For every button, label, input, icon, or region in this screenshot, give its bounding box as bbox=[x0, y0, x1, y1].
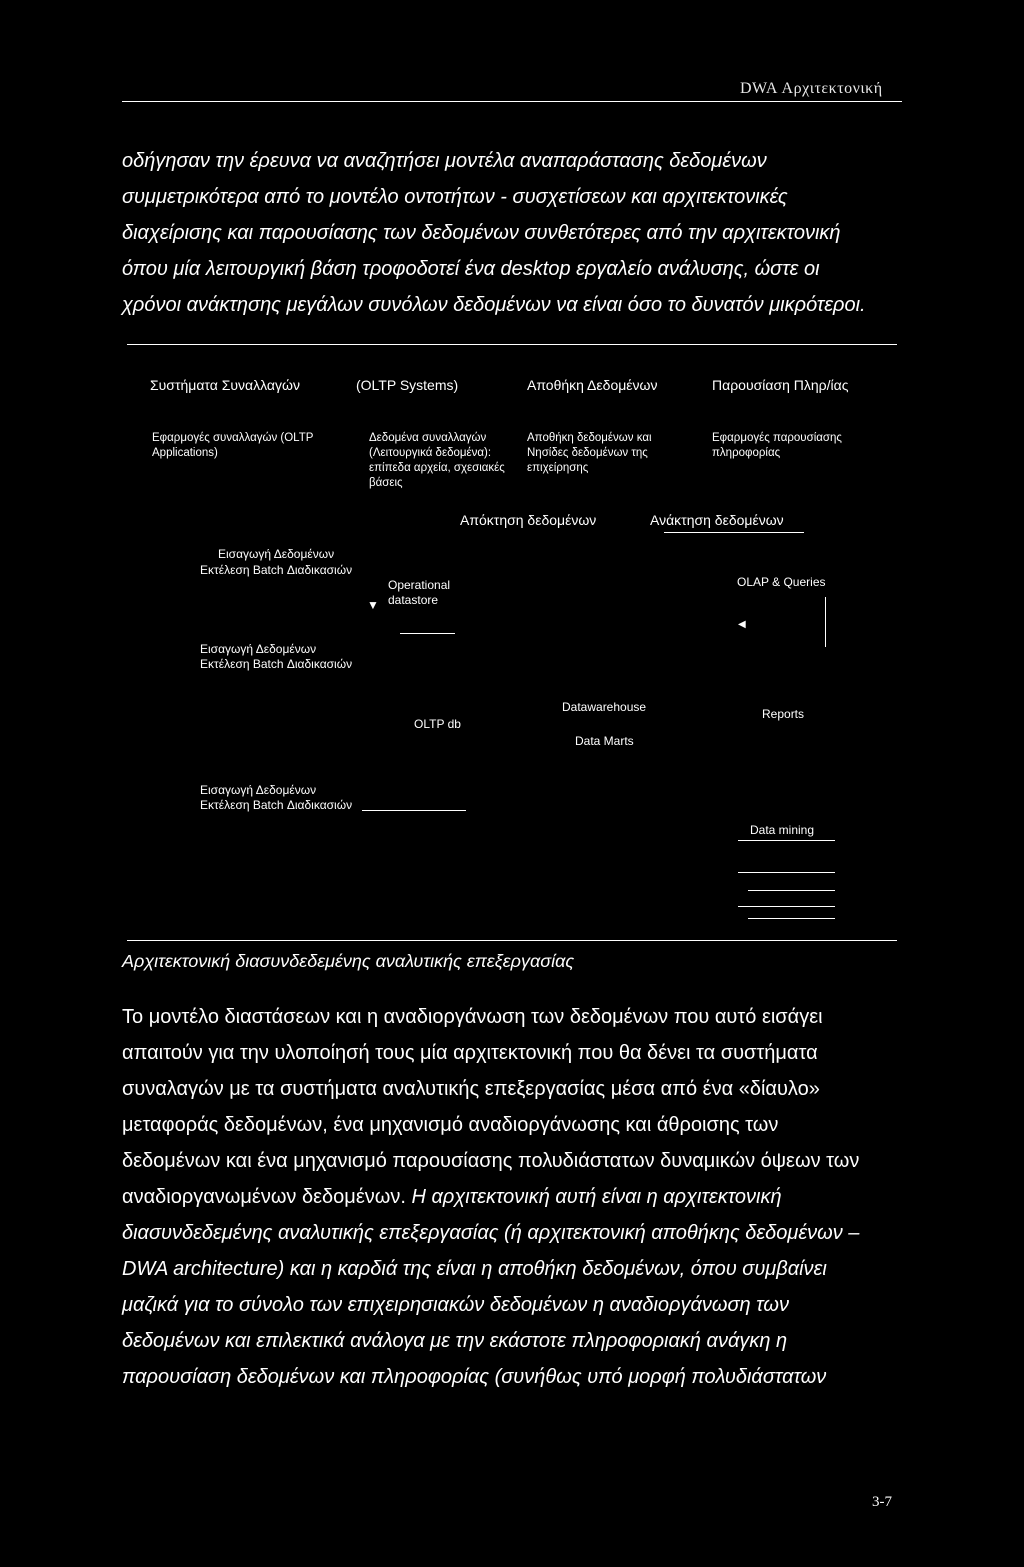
col-title-presentation: Παρουσίαση Πληρ/ίας bbox=[712, 377, 849, 393]
body-line-7: διασυνδεδεμένης αναλυτικής επεξεργασίας (ή αρχιτεκτονική αποθήκης δεδομένων – bbox=[122, 1222, 860, 1244]
label-data-marts: Data Marts bbox=[575, 734, 634, 748]
body-line-5: δεδομένων και ένα μηχανισμό παρουσίασης πολυδιάστατων δυναμικών όψεων των bbox=[122, 1150, 860, 1172]
ods-line-a: Operational bbox=[388, 578, 451, 592]
desc-transaction-data: Δεδομένα συναλλαγών (Λειτουργικά δεδομένα): επίπεδα αρχεία, σχεσιακές βάσεις bbox=[369, 432, 505, 489]
col-title-warehouse: Αποθήκη Δεδομένων bbox=[527, 377, 658, 393]
ods-line-b: datastore bbox=[388, 593, 439, 607]
intro-line-2: συμμετρικότερα από το μοντέλο οντοτήτων - συσχετίσεων και αρχιτεκτονικές bbox=[122, 186, 788, 208]
import-1-line-b: Εκτέλεση Batch Διαδικασιών bbox=[200, 563, 353, 577]
mining-rule-3 bbox=[748, 890, 835, 891]
page-number: 3-7 bbox=[872, 1494, 892, 1510]
body-line-2: απαιτούν για την υλοποίησή τους μία αρχιτεκτονική που θα δένει τα συστήματα bbox=[122, 1042, 818, 1064]
body-line-6-normal: αναδιοργανωμένων δεδομένων. bbox=[122, 1186, 406, 1208]
import-2-line-a: Εισαγωγή Δεδομένων bbox=[200, 642, 317, 656]
label-retrieve: Ανάκτηση δεδομένων bbox=[650, 512, 784, 528]
diagram-bottom-rule bbox=[127, 940, 897, 941]
mining-rule-2 bbox=[738, 872, 835, 873]
mining-rule-4 bbox=[738, 906, 835, 907]
import-3-line-b: Εκτέλεση Batch Διαδικασιών bbox=[200, 798, 353, 812]
header-rule bbox=[122, 101, 902, 102]
diagram-top-rule bbox=[127, 344, 897, 345]
body-line-4: μεταφοράς δεδομένων, ένα μηχανισμό αναδιοργάνωσης και άθροισης των bbox=[122, 1114, 779, 1136]
intro-line-5: χρόνοι ανάκτησης μεγάλων συνόλων δεδομένων να είναι όσο το δυνατόν μικρότεροι. bbox=[122, 294, 866, 316]
desc-warehouse: Αποθήκη δεδομένων και Νησίδες δεδομένων της επιχείρησης bbox=[527, 432, 652, 474]
retrieve-underline bbox=[664, 532, 804, 533]
body-line-6 bbox=[122, 1184, 782, 1210]
running-header: DWA Αρχιτεκτονική bbox=[740, 80, 883, 97]
desc-presentation-apps: Εφαρμογές παρουσίασης πληροφορίας bbox=[712, 432, 842, 459]
desc-oltp-apps: Εφαρμογές συναλλαγών (OLTP Applications) bbox=[152, 432, 314, 459]
import-3-line-a: Εισαγωγή Δεδομένων bbox=[200, 783, 317, 797]
label-olap: OLAP & Queries bbox=[737, 575, 826, 589]
body-line-9: μαζικά για το σύνολο των επιχειρησιακών δεδομένων η αναδιοργάνωση των bbox=[122, 1294, 789, 1316]
label-acquire: Απόκτηση δεδομένων bbox=[460, 512, 597, 528]
body-line-1: Το μοντέλο διαστάσεων και η αναδιοργάνωση των δεδομένων που αυτό εισάγει bbox=[122, 1006, 823, 1028]
import-1-line-a: Εισαγωγή Δεδομένων bbox=[218, 547, 335, 561]
ods-underline bbox=[400, 633, 455, 634]
label-oltp-db: OLTP db bbox=[414, 717, 461, 731]
intro-line-1: οδήγησαν την έρευνα να αναζητήσει μοντέλα αναπαράστασης δεδομένων bbox=[122, 150, 767, 172]
col-title-oltp-systems: (OLTP Systems) bbox=[356, 377, 459, 393]
body-line-11: παρουσίαση δεδομένων και πληροφορίας (συνήθως υπό μορφή πολυδιάστατων bbox=[122, 1366, 827, 1388]
label-data-mining: Data mining bbox=[750, 823, 815, 837]
label-reports: Reports bbox=[762, 707, 805, 721]
body-line-10: δεδομένων και επιλεκτικά ανάλογα με την εκάστοτε πληροφοριακή ανάγκη η bbox=[122, 1330, 788, 1352]
figure-caption: Αρχιτεκτονική διασυνδεδεμένης αναλυτικής επεξεργασίας bbox=[122, 951, 575, 971]
mining-rule-5 bbox=[748, 918, 835, 919]
intro-line-4: όπου μία λειτουργική βάση τροφοδοτεί ένα desktop εργαλείο ανάλυσης, ώστε οι bbox=[122, 258, 820, 280]
arrow-down-icon: ▼ bbox=[367, 598, 379, 612]
mining-rule-1 bbox=[738, 840, 835, 841]
import-2-line-b: Εκτέλεση Batch Διαδικασιών bbox=[200, 657, 353, 671]
body-line-8: DWA architecture) και η καρδιά της είναι η αποθήκη δεδομένων, όπου συμβαίνει bbox=[122, 1258, 827, 1280]
olap-connector bbox=[825, 597, 826, 647]
label-datawarehouse: Datawarehouse bbox=[562, 700, 647, 714]
intro-line-3: διαχείρισης και παρουσίασης των δεδομένων συνθετότερες από την αρχιτεκτονική bbox=[122, 222, 841, 244]
col-title-oltp: Συστήματα Συναλλαγών bbox=[150, 377, 300, 393]
body-line-3: συναλαγών με τα συστήματα αναλυτικής επεξεργασίας μέσα από ένα «δίαυλο» bbox=[122, 1078, 820, 1100]
import-3-connector bbox=[362, 810, 466, 811]
arrow-left-icon: ◀ bbox=[738, 619, 746, 630]
body-line-6-italic: Η αρχιτεκτονική αυτή είναι η αρχιτεκτονική bbox=[411, 1186, 782, 1208]
